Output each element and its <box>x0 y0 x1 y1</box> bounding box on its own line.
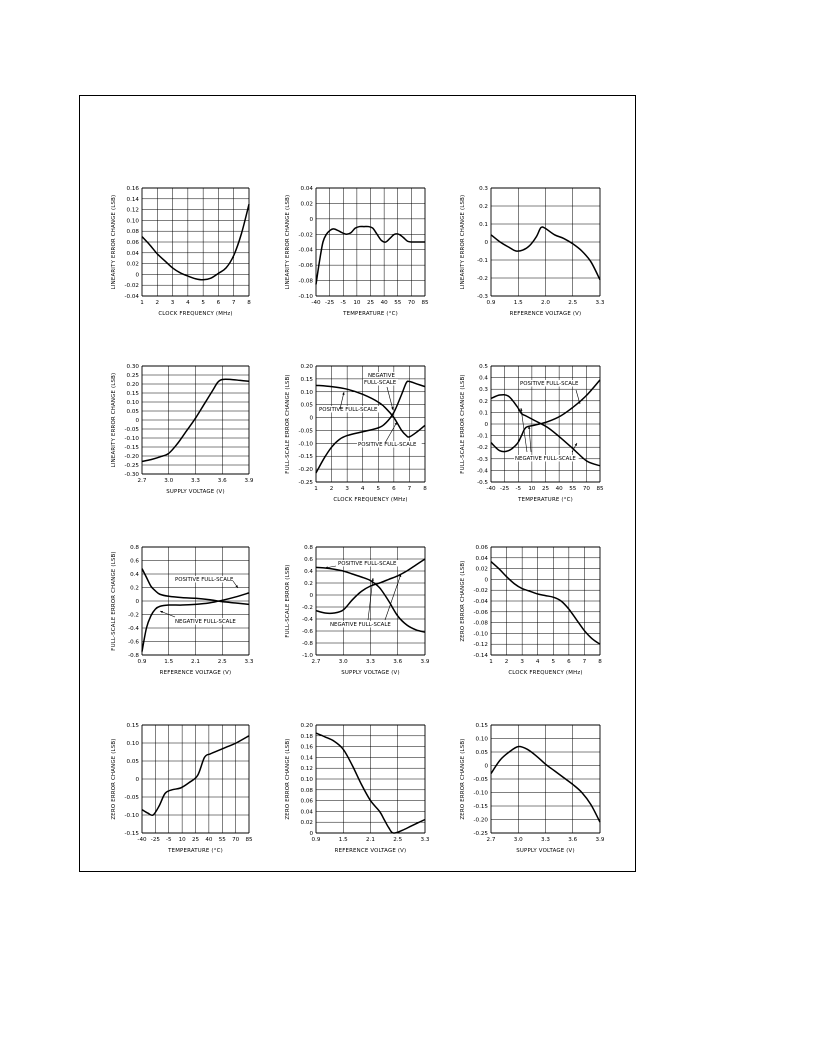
y-tick-label: 0.30 <box>126 364 139 370</box>
annotation-label: NEGATIVE FULL-SCALE <box>175 619 236 625</box>
annotation-label: POSITIVE FULL-SCALE <box>520 381 579 387</box>
x-tick-label: 70 <box>407 300 415 306</box>
annotation-label: POSITIVE FULL-SCALE <box>319 407 378 413</box>
series-line-2 <box>316 381 425 473</box>
x-tick-label: 25 <box>191 837 200 843</box>
y-tick-label: 0.2 <box>304 581 313 587</box>
x-tick-label: -25 <box>325 300 335 306</box>
y-tick-label: 0.3 <box>479 186 488 192</box>
x-tick-label: 2.7 <box>137 478 147 484</box>
x-tick-label: 3 <box>520 659 524 665</box>
x-tick-label: -40 <box>137 837 147 843</box>
y-tick-label: 0.04 <box>126 250 139 257</box>
x-tick-label: 85 <box>596 486 604 492</box>
y-tick-label: -0.4 <box>302 617 313 623</box>
y-tick-label: -0.04 <box>124 294 139 300</box>
y-tick-label: 0 <box>309 415 313 422</box>
chart-2 <box>285 186 429 317</box>
x-tick-label: 1.5 <box>164 659 174 665</box>
x-tick-label: 7 <box>582 659 587 665</box>
y-axis-label: ZERO ERROR CHANGE (LSB) <box>111 738 117 820</box>
y-tick-label: -0.25 <box>298 480 313 486</box>
x-tick-label: 0.9 <box>486 300 496 306</box>
x-tick-label: 3.6 <box>393 659 403 665</box>
x-tick-label: 85 <box>421 300 429 306</box>
y-tick-label: -0.08 <box>473 620 488 627</box>
y-tick-label: -0.10 <box>124 813 139 819</box>
y-tick-label: 0.20 <box>300 723 313 729</box>
x-tick-label: 1 <box>140 300 144 306</box>
x-axis-label: REFERENCE VOLTAGE (V) <box>334 848 407 854</box>
x-tick-label: -25 <box>150 837 160 843</box>
y-tick-label: 0.16 <box>126 186 139 192</box>
y-tick-label: -0.05 <box>298 428 313 435</box>
x-tick-label: 10 <box>528 486 536 492</box>
x-axis-label: TEMPERATURE (°C) <box>168 848 223 854</box>
x-tick-label: 2.5 <box>568 300 578 306</box>
chart-8 <box>285 545 430 676</box>
x-tick-label: 5 <box>201 300 205 306</box>
y-tick-label: -0.1 <box>477 433 488 440</box>
x-tick-label: 55 <box>218 837 226 843</box>
y-tick-label: 0.04 <box>475 555 488 562</box>
y-tick-label: 0.18 <box>300 733 313 740</box>
y-tick-label: 0.2 <box>479 204 488 210</box>
x-tick-label: 1.5 <box>338 837 348 843</box>
x-tick-label: 8 <box>247 300 251 306</box>
y-axis-label: LINEARITY ERROR CHANGE (LSB) <box>460 194 466 290</box>
x-tick-label: 2.5 <box>393 837 403 843</box>
annotation-arrowhead <box>520 408 522 411</box>
annotation-label: NEGATIVE FULL-SCALE <box>515 456 576 462</box>
x-axis-label: CLOCK FREQUENCY (MHz) <box>158 311 233 317</box>
y-tick-label: 0.10 <box>126 218 139 225</box>
chart-9 <box>460 545 602 676</box>
x-tick-label: 6 <box>216 300 221 306</box>
x-tick-label: 1.5 <box>513 300 523 306</box>
x-tick-label: 25 <box>366 300 375 306</box>
x-tick-label: 3 <box>170 300 175 306</box>
y-tick-label: -0.10 <box>298 441 313 448</box>
y-tick-label: 0.08 <box>300 787 313 794</box>
x-tick-label: 6 <box>567 659 571 665</box>
x-tick-label: 25 <box>541 486 550 492</box>
x-tick-label: 4 <box>360 486 365 492</box>
x-tick-label: 3.0 <box>513 837 523 843</box>
x-tick-label: 5 <box>551 659 556 665</box>
y-tick-label: 0.10 <box>126 741 139 747</box>
x-tick-label: 2.0 <box>541 300 550 306</box>
y-tick-label: -0.3 <box>477 456 488 463</box>
y-tick-label: 0.4 <box>304 569 313 575</box>
y-tick-label: -0.15 <box>473 804 488 810</box>
y-tick-label: 0 <box>309 831 313 837</box>
y-axis-label: FULL-SCALE ERROR CHANGE (LSB) <box>285 374 291 474</box>
y-tick-label: 0.20 <box>300 364 313 370</box>
x-tick-label: 40 <box>205 837 213 843</box>
y-tick-label: 0.10 <box>475 736 488 743</box>
y-tick-label: 0.15 <box>126 391 139 397</box>
y-tick-label: 0.12 <box>126 207 139 214</box>
x-tick-label: 3.6 <box>568 837 578 843</box>
y-tick-label: 0.06 <box>300 798 313 805</box>
y-tick-label: 0.05 <box>126 409 139 415</box>
y-tick-label: 0.05 <box>300 402 313 409</box>
chart-10 <box>111 723 253 854</box>
y-tick-label: 0.06 <box>126 240 139 246</box>
x-tick-label: -40 <box>486 486 496 492</box>
x-tick-label: 4 <box>535 659 540 665</box>
y-tick-label: 0.04 <box>300 186 313 192</box>
y-tick-label: 0.15 <box>475 723 488 729</box>
y-tick-label: 0.12 <box>300 766 313 773</box>
x-tick-label: 2.7 <box>311 659 321 665</box>
x-tick-label: 3.9 <box>244 478 254 484</box>
y-tick-label: -0.1 <box>477 258 488 264</box>
y-tick-label: 0.6 <box>304 557 313 563</box>
x-tick-label: 3.0 <box>338 659 348 665</box>
annotation-label: POSITIVE FULL-SCALE <box>338 561 397 567</box>
x-tick-label: -5 <box>165 837 172 843</box>
y-tick-label: -0.15 <box>124 831 139 837</box>
annotation-leader <box>529 426 531 452</box>
y-tick-label: -0.02 <box>124 283 139 290</box>
y-tick-label: 0.06 <box>475 545 488 551</box>
x-tick-label: 70 <box>582 486 590 492</box>
y-tick-label: 0.02 <box>300 201 313 208</box>
y-tick-label: 0.3 <box>479 387 488 394</box>
y-tick-label: 0.02 <box>126 261 139 268</box>
annotation-leader <box>385 422 397 443</box>
y-tick-label: 0.16 <box>300 744 313 751</box>
y-tick-label: -0.4 <box>477 468 488 475</box>
x-tick-label: 0.9 <box>311 837 321 843</box>
y-tick-label: -0.02 <box>473 588 488 595</box>
y-tick-label: 0.02 <box>475 566 488 573</box>
y-tick-label: 0.2 <box>130 585 139 592</box>
x-tick-label: 8 <box>423 486 427 492</box>
y-tick-label: 0 <box>309 593 313 599</box>
x-axis-label: TEMPERATURE (°C) <box>343 311 398 317</box>
chart-6 <box>460 364 604 503</box>
x-tick-label: 3.3 <box>420 837 430 843</box>
x-tick-label: 1 <box>489 659 493 665</box>
y-tick-label: 0 <box>309 216 313 223</box>
y-tick-label: 0 <box>135 599 139 605</box>
annotation-leader <box>385 574 401 620</box>
y-tick-label: -0.04 <box>298 247 313 254</box>
y-tick-label: 0 <box>135 418 139 424</box>
x-tick-label: 3 <box>345 486 349 492</box>
x-axis-label: TEMPERATURE (°C) <box>518 497 573 503</box>
x-tick-label: 70 <box>232 837 240 843</box>
chart-1 <box>111 186 251 317</box>
x-tick-label: 10 <box>353 300 361 306</box>
x-tick-label: 1 <box>314 486 318 492</box>
y-tick-label: 0 <box>484 422 488 428</box>
y-tick-label: 0.15 <box>300 376 313 383</box>
y-tick-label: -0.30 <box>124 472 139 478</box>
y-tick-label: -0.10 <box>473 631 488 638</box>
y-tick-label: 0.04 <box>300 809 313 816</box>
chart-12 <box>460 723 605 854</box>
x-tick-label: 3.0 <box>164 478 174 484</box>
annotation-label: POSITIVE FULL-SCALE <box>358 442 417 448</box>
x-tick-label: -5 <box>340 300 347 306</box>
y-tick-label: -0.05 <box>124 427 139 433</box>
y-tick-label: -0.20 <box>473 817 488 824</box>
y-tick-label: -0.06 <box>298 263 313 270</box>
y-tick-label: -0.5 <box>477 480 488 486</box>
y-tick-label: -1.0 <box>302 653 313 659</box>
annotation-leader <box>387 387 393 410</box>
series-line-1 <box>491 562 600 645</box>
y-tick-label: -0.10 <box>473 790 488 797</box>
y-tick-label: 0.2 <box>479 398 488 405</box>
x-axis-label: CLOCK FREQUENCY (MHz) <box>508 670 583 676</box>
x-tick-label: 4 <box>186 300 190 306</box>
x-tick-label: 2.1 <box>366 837 375 843</box>
x-axis-label: SUPPLY VOLTAGE (V) <box>166 489 225 495</box>
x-tick-label: 3.3 <box>595 300 605 306</box>
x-axis-label: SUPPLY VOLTAGE (V) <box>341 670 400 676</box>
x-tick-label: 55 <box>394 300 402 306</box>
y-tick-label: -0.25 <box>124 463 139 469</box>
y-tick-label: 0.05 <box>126 759 139 765</box>
x-tick-label: 0.9 <box>137 659 147 665</box>
y-tick-label: -0.2 <box>128 612 139 619</box>
annotation-label: FULL-SCALE <box>364 380 397 386</box>
y-tick-label: 0 <box>135 777 139 783</box>
x-axis-label: REFERENCE VOLTAGE (V) <box>159 670 232 676</box>
y-tick-label: 0.8 <box>130 545 139 551</box>
x-tick-label: 2 <box>504 659 509 665</box>
y-tick-label: -0.10 <box>124 436 139 442</box>
x-tick-label: 5 <box>376 486 381 492</box>
x-tick-label: -25 <box>500 486 510 492</box>
y-tick-label: -0.20 <box>124 454 139 460</box>
y-tick-label: -0.12 <box>473 642 488 649</box>
x-axis-label: SUPPLY VOLTAGE (V) <box>516 848 575 854</box>
y-tick-label: -0.8 <box>128 653 139 659</box>
y-tick-label: 0.6 <box>130 558 139 565</box>
y-axis-label: FULL-SCALE ERROR CHANGE (LSB) <box>460 374 466 474</box>
annotation-label: NEGATIVE <box>368 373 395 379</box>
x-tick-label: 3.3 <box>244 659 254 665</box>
y-axis-label: ZERO ERROR CHANGE (LSB) <box>460 738 466 820</box>
chart-7 <box>111 545 254 676</box>
x-tick-label: 3.6 <box>217 478 227 484</box>
x-tick-label: 2 <box>155 300 160 306</box>
y-tick-label: -0.15 <box>124 445 139 451</box>
y-tick-label: 0.1 <box>479 410 488 417</box>
y-tick-label: -0.15 <box>298 454 313 461</box>
y-tick-label: -0.3 <box>477 294 488 300</box>
y-tick-label: -0.04 <box>473 599 488 605</box>
y-tick-label: -0.25 <box>473 831 488 837</box>
x-tick-label: 2.1 <box>191 659 200 665</box>
y-tick-label: 0.10 <box>126 400 139 406</box>
chart-3 <box>460 186 605 317</box>
x-tick-label: 40 <box>555 486 563 492</box>
x-tick-label: 2 <box>329 486 334 492</box>
annotation-arrowhead <box>160 611 163 613</box>
annotation-label: NEGATIVE FULL-SCALE <box>330 622 391 628</box>
y-axis-label: FULL-SCALE ERROR CHANGE (LSB) <box>111 551 117 651</box>
x-tick-label: 6 <box>392 486 396 492</box>
y-tick-label: 0.4 <box>130 572 139 578</box>
y-tick-label: -0.20 <box>298 467 313 474</box>
x-tick-label: 3.3 <box>366 659 375 665</box>
y-axis-label: LINEARITY ERROR CHANGE (LSB) <box>111 194 117 290</box>
y-tick-label: -0.4 <box>128 626 139 632</box>
y-tick-label: 0.02 <box>300 820 313 827</box>
y-tick-label: -0.6 <box>302 629 313 635</box>
x-tick-label: 85 <box>245 837 253 843</box>
y-tick-label: 0.20 <box>126 382 139 388</box>
y-tick-label: 0.10 <box>300 389 313 396</box>
x-tick-label: 2.5 <box>217 659 227 665</box>
y-tick-label: -0.2 <box>477 445 488 452</box>
chart-4 <box>111 364 254 495</box>
chart-11 <box>285 723 430 854</box>
y-tick-label: 0.8 <box>304 545 313 551</box>
y-tick-label: 0 <box>484 577 488 584</box>
y-tick-label: 0.4 <box>479 375 488 382</box>
y-tick-label: -0.05 <box>124 795 139 801</box>
y-tick-label: 0.15 <box>126 723 139 729</box>
y-tick-label: 0.05 <box>475 750 488 756</box>
y-axis-label: ZERO ERROR CHANGE (LSB) <box>460 560 466 642</box>
y-tick-label: 0.08 <box>126 229 139 236</box>
y-tick-label: 0 <box>484 240 488 246</box>
chart-5 <box>285 364 427 503</box>
y-axis-label: FULL-SCALE ERROR (LSB) <box>285 564 291 638</box>
y-tick-label: -0.2 <box>302 605 313 611</box>
y-tick-label: -0.02 <box>298 232 313 239</box>
x-tick-label: -5 <box>515 486 522 492</box>
y-axis-label: LINEARITY ERROR CHANGE (LSB) <box>111 372 117 468</box>
y-tick-label: 0 <box>135 272 139 279</box>
y-tick-label: 0.10 <box>300 777 313 783</box>
y-tick-label: 0.25 <box>126 373 139 379</box>
x-tick-label: 3.3 <box>191 478 200 484</box>
x-axis-label: CLOCK FREQUENCY (MHz) <box>333 497 408 503</box>
y-tick-label: -0.14 <box>473 653 488 659</box>
annotation-label: POSITIVE FULL-SCALE <box>175 577 234 583</box>
x-tick-label: 3.3 <box>541 837 550 843</box>
x-tick-label: 10 <box>178 837 186 843</box>
x-tick-label: -40 <box>311 300 321 306</box>
y-tick-label: 0 <box>484 763 488 770</box>
x-tick-label: 8 <box>598 659 602 665</box>
y-tick-label: 0.14 <box>126 196 139 203</box>
y-tick-label: -0.10 <box>298 294 313 300</box>
x-tick-label: 2.7 <box>486 837 496 843</box>
y-axis-label: LINEARITY ERROR CHANGE (LSB) <box>285 194 291 290</box>
y-tick-label: -0.06 <box>473 609 488 616</box>
x-tick-label: 7 <box>231 300 236 306</box>
x-tick-label: 7 <box>407 486 412 492</box>
x-tick-label: 55 <box>569 486 577 492</box>
x-tick-label: 3.9 <box>420 659 430 665</box>
y-tick-label: -0.8 <box>302 641 313 647</box>
y-tick-label: -0.6 <box>128 639 139 646</box>
y-tick-label: -0.08 <box>298 278 313 285</box>
y-tick-label: 0.5 <box>479 364 488 370</box>
x-tick-label: 3.9 <box>595 837 605 843</box>
y-tick-label: 0.14 <box>300 755 313 762</box>
y-tick-label: -0.05 <box>473 777 488 783</box>
x-tick-label: 40 <box>380 300 388 306</box>
y-tick-label: 0.1 <box>479 222 488 228</box>
y-tick-label: -0.2 <box>477 276 488 282</box>
y-axis-label: ZERO ERROR CHANGE (LSB) <box>285 738 291 820</box>
x-axis-label: REFERENCE VOLTAGE (V) <box>509 311 582 317</box>
